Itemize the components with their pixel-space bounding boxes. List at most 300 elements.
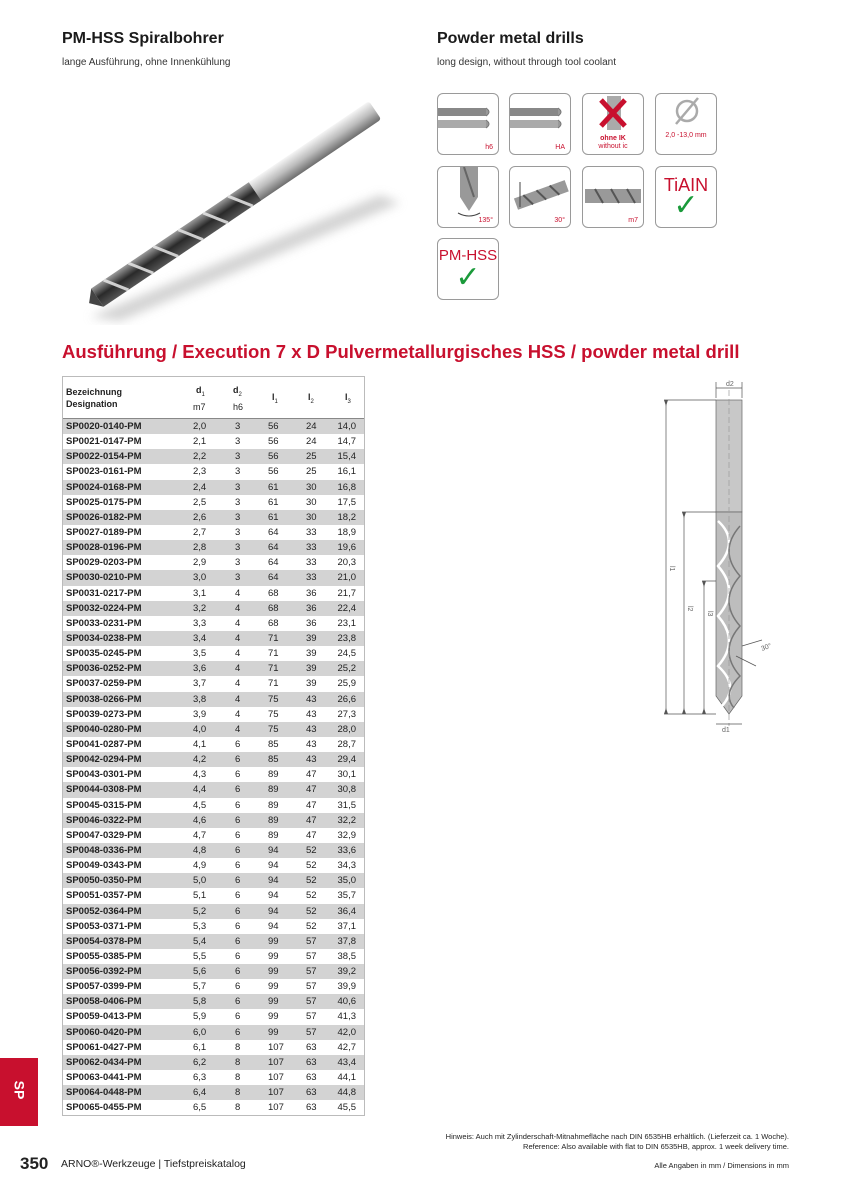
cell-l3: 39,2: [337, 966, 356, 978]
cell-l3: 29,4: [337, 754, 356, 766]
table-body: [63, 419, 364, 1115]
label-d2: d2: [726, 381, 734, 388]
cell-designation: SP0059-0413-PM: [66, 1011, 142, 1023]
table-header: [63, 377, 364, 419]
cell-designation: SP0024-0168-PM: [66, 481, 142, 493]
cell-l3: 28,7: [337, 738, 356, 750]
cell-l1: 107: [268, 1041, 284, 1053]
cell-l2: 33: [306, 557, 317, 569]
table-row: [63, 1100, 364, 1115]
cell-l3: 35,7: [337, 890, 356, 902]
cell-d2: 3: [235, 526, 241, 538]
cell-l1: 64: [268, 542, 279, 554]
cell-l1: 75: [268, 723, 279, 735]
cell-d2: 6: [235, 996, 241, 1008]
cell-d2: 6: [235, 1026, 241, 1038]
table-row: [63, 798, 364, 813]
cell-l3: 32,9: [337, 829, 356, 841]
cell-designation: SP0060-0420-PM: [66, 1026, 142, 1038]
technical-drawing: [652, 376, 782, 736]
table-row: [63, 964, 364, 979]
cell-l1: 107: [268, 1102, 284, 1114]
cell-d1: 3,0: [193, 572, 207, 584]
cell-d1: 4,5: [193, 799, 207, 811]
cell-d2: 8: [235, 1072, 241, 1084]
cell-d2: 4: [235, 632, 241, 644]
cell-l3: 30,8: [337, 784, 356, 796]
cell-designation: SP0051-0357-PM: [66, 890, 142, 902]
cell-d2: 6: [235, 966, 241, 978]
cell-l3: 30,1: [337, 769, 356, 781]
cell-l3: 28,0: [337, 723, 356, 735]
cell-l1: 99: [268, 935, 279, 947]
table-row: [63, 782, 364, 797]
cell-l2: 47: [306, 829, 317, 841]
cell-l2: 43: [306, 738, 317, 750]
table-row: [63, 1055, 364, 1070]
cell-l2: 57: [306, 966, 317, 978]
cell-l2: 57: [306, 1011, 317, 1023]
cell-d2: 6: [235, 814, 241, 826]
cell-l1: 99: [268, 1026, 279, 1038]
cell-l1: 75: [268, 708, 279, 720]
cell-l3: 32,2: [337, 814, 356, 826]
cell-l1: 56: [268, 421, 279, 432]
cell-d2: 6: [235, 799, 241, 811]
cell-designation: SP0044-0308-PM: [66, 784, 142, 796]
cell-l1: 64: [268, 572, 279, 584]
cell-d1: 5,3: [193, 920, 207, 932]
cell-designation: SP0037-0259-PM: [66, 678, 142, 690]
cell-l2: 33: [306, 526, 317, 538]
cell-l2: 39: [306, 663, 317, 675]
cell-d1: 3,2: [193, 602, 207, 614]
cell-d2: 6: [235, 769, 241, 781]
cell-l1: 68: [268, 587, 279, 599]
cell-d1: 3,9: [193, 708, 207, 720]
cell-d2: 6: [235, 950, 241, 962]
cell-l3: 16,1: [337, 466, 356, 478]
cell-l1: 89: [268, 799, 279, 811]
cell-d2: 4: [235, 602, 241, 614]
cell-d1: 5,1: [193, 890, 207, 902]
table-row: [63, 495, 364, 510]
cell-l1: 75: [268, 693, 279, 705]
table-row: [63, 601, 364, 616]
cell-d2: 8: [235, 1087, 241, 1099]
table-row: [63, 676, 364, 691]
cell-d2: 6: [235, 860, 241, 872]
table-row: [63, 888, 364, 903]
table-row: [63, 828, 364, 843]
cell-l2: 63: [306, 1087, 317, 1099]
cell-l3: 44,8: [337, 1087, 356, 1099]
cell-l3: 26,6: [337, 693, 356, 705]
cell-l1: 71: [268, 663, 279, 675]
cell-d1: 4,0: [193, 723, 207, 735]
cell-l3: 23,8: [337, 632, 356, 644]
cell-designation: SP0034-0238-PM: [66, 632, 142, 644]
table-row: [63, 419, 364, 434]
cell-l2: 43: [306, 754, 317, 766]
cell-designation: SP0047-0329-PM: [66, 829, 142, 841]
cell-l2: 25: [306, 466, 317, 478]
cell-designation: SP0052-0364-PM: [66, 905, 142, 917]
cell-l1: 94: [268, 890, 279, 902]
table-row: [63, 555, 364, 570]
cell-l2: 52: [306, 905, 317, 917]
cell-d1: 6,5: [193, 1102, 207, 1114]
table-row: [63, 646, 364, 661]
cell-l1: 89: [268, 814, 279, 826]
cell-designation: SP0031-0217-PM: [66, 587, 142, 599]
cell-d2: 8: [235, 1056, 241, 1068]
cell-l3: 44,1: [337, 1072, 356, 1084]
cell-l1: 71: [268, 632, 279, 644]
table-row: [63, 586, 364, 601]
cell-l2: 57: [306, 935, 317, 947]
table-row: [63, 934, 364, 949]
cell-l3: 43,4: [337, 1056, 356, 1068]
cell-l3: 23,1: [337, 617, 356, 629]
cell-d1: 5,9: [193, 1011, 207, 1023]
cell-l3: 41,3: [337, 1011, 356, 1023]
header-d1: $d_1$ m7: [193, 385, 206, 412]
helix-angle-icon: 30°: [509, 166, 571, 228]
header-l2: $l_2$: [308, 392, 314, 405]
cell-l2: 63: [306, 1056, 317, 1068]
cell-l3: 17,5: [337, 496, 356, 508]
cell-d1: 2,9: [193, 557, 207, 569]
subtitle-en: long design, without through tool coolant: [437, 57, 617, 68]
table-row: [63, 480, 364, 495]
cell-l1: 85: [268, 754, 279, 766]
table-row: [63, 540, 364, 555]
cell-d1: 3,3: [193, 617, 207, 629]
table-row: [63, 1085, 364, 1100]
cell-l3: 38,5: [337, 950, 356, 962]
cell-l2: 63: [306, 1102, 317, 1114]
cell-d1: 5,7: [193, 981, 207, 993]
cell-designation: SP0020-0140-PM: [66, 421, 142, 432]
material-pm-hss-icon: PM-HSS ✓: [437, 238, 499, 300]
cell-designation: SP0062-0434-PM: [66, 1056, 142, 1068]
cell-l3: 35,0: [337, 875, 356, 887]
cell-l3: 16,8: [337, 481, 356, 493]
header-d2: $d_2$ h6: [233, 385, 244, 412]
cell-l1: 99: [268, 996, 279, 1008]
cell-d1: 4,9: [193, 860, 207, 872]
cell-designation: SP0054-0378-PM: [66, 935, 142, 947]
cell-l1: 99: [268, 981, 279, 993]
cell-d2: 3: [235, 557, 241, 569]
cell-designation: SP0045-0315-PM: [66, 799, 142, 811]
table-row: [63, 1009, 364, 1024]
table-row: [63, 1040, 364, 1055]
cell-l2: 47: [306, 784, 317, 796]
cell-d2: 6: [235, 905, 241, 917]
cell-d2: 4: [235, 587, 241, 599]
cell-l3: 22,4: [337, 602, 356, 614]
cell-l2: 52: [306, 844, 317, 856]
cell-d1: 6,1: [193, 1041, 207, 1053]
table-row: [63, 813, 364, 828]
cell-l1: 94: [268, 905, 279, 917]
cell-l3: 18,9: [337, 526, 356, 538]
cell-d1: 4,3: [193, 769, 207, 781]
cell-d2: 6: [235, 738, 241, 750]
label-d1: d1: [722, 727, 730, 734]
cell-l3: 42,7: [337, 1041, 356, 1053]
cell-l1: 85: [268, 738, 279, 750]
table-row: [63, 858, 364, 873]
table-row: [63, 994, 364, 1009]
cell-d1: 2,3: [193, 466, 207, 478]
cell-l1: 64: [268, 557, 279, 569]
cell-l2: 30: [306, 496, 317, 508]
cell-designation: SP0048-0336-PM: [66, 844, 142, 856]
check-icon: ✓: [455, 261, 481, 294]
cell-l1: 99: [268, 1011, 279, 1023]
cell-l1: 89: [268, 769, 279, 781]
drill-product-image: [60, 85, 420, 325]
cell-l1: 61: [268, 496, 279, 508]
cell-designation: SP0057-0399-PM: [66, 981, 142, 993]
cell-designation: SP0064-0448-PM: [66, 1087, 142, 1099]
table-row: [63, 434, 364, 449]
cell-l1: 107: [268, 1072, 284, 1084]
cell-l1: 99: [268, 966, 279, 978]
cell-l3: 25,2: [337, 663, 356, 675]
table-row: [63, 722, 364, 737]
title-en: Powder metal drills: [437, 30, 584, 47]
shank-h6-icon: h6: [437, 93, 499, 155]
cell-l2: 47: [306, 799, 317, 811]
cell-l2: 30: [306, 481, 317, 493]
cell-d2: 3: [235, 436, 241, 448]
table-row: [63, 979, 364, 994]
footnote: Hinweis: Auch mit Zylinderschaft-Mitnahmefläche nach DIN 6535HB erhältlich. (Lieferzeit ca. 1 Woche). Reference: Also available with flat to DIN 6535HB, approx. 1 week delivery time.: [445, 1132, 789, 1151]
cell-l3: 36,4: [337, 905, 356, 917]
cell-l3: 24,5: [337, 648, 356, 660]
cell-l1: 107: [268, 1087, 284, 1099]
cell-designation: SP0023-0161-PM: [66, 466, 142, 478]
section-tab-sp: SP: [0, 1058, 38, 1126]
table-row: [63, 873, 364, 888]
cell-designation: SP0043-0301-PM: [66, 769, 142, 781]
table-row: [63, 570, 364, 585]
cell-l2: 57: [306, 981, 317, 993]
header-designation: Bezeichnung Designation: [66, 387, 123, 409]
cell-l3: 27,3: [337, 708, 356, 720]
label-l3: l3: [706, 611, 713, 617]
cell-l1: 71: [268, 648, 279, 660]
cell-l3: 14,7: [337, 436, 356, 448]
cell-l1: 94: [268, 920, 279, 932]
header-l1: $l_1$: [272, 392, 278, 405]
cell-d1: 2,2: [193, 451, 207, 463]
table-row: [63, 919, 364, 934]
cell-d1: 5,6: [193, 966, 207, 978]
cell-designation: SP0021-0147-PM: [66, 436, 142, 448]
cell-l1: 56: [268, 451, 279, 463]
label-l1: l1: [668, 566, 675, 572]
table-row: [63, 661, 364, 676]
cell-l3: 37,1: [337, 920, 356, 932]
cell-l2: 43: [306, 693, 317, 705]
check-icon: ✓: [673, 189, 699, 222]
cell-d2: 6: [235, 875, 241, 887]
table-row: [63, 949, 364, 964]
cell-d2: 3: [235, 572, 241, 584]
cell-d2: 8: [235, 1041, 241, 1053]
cell-l3: 14,0: [337, 421, 356, 432]
cell-designation: SP0027-0189-PM: [66, 526, 142, 538]
cell-designation: SP0029-0203-PM: [66, 557, 142, 569]
cell-designation: SP0049-0343-PM: [66, 860, 142, 872]
cell-designation: SP0053-0371-PM: [66, 920, 142, 932]
catalog-name: ARNO®-Werkzeuge | Tiefstpreiskatalog: [61, 1158, 246, 1170]
cell-designation: SP0032-0224-PM: [66, 602, 142, 614]
cell-d1: 6,4: [193, 1087, 207, 1099]
cell-d1: 5,2: [193, 905, 207, 917]
cell-l3: 40,6: [337, 996, 356, 1008]
cell-d2: 3: [235, 466, 241, 478]
cell-d2: 6: [235, 981, 241, 993]
cell-l2: 24: [306, 436, 317, 448]
cell-d2: 3: [235, 542, 241, 554]
cell-designation: SP0063-0441-PM: [66, 1072, 142, 1084]
cell-l2: 36: [306, 587, 317, 599]
cell-l3: 18,2: [337, 511, 356, 523]
cell-d1: 3,1: [193, 587, 207, 599]
shank-ha-icon: HA: [509, 93, 571, 155]
cell-l3: 42,0: [337, 1026, 356, 1038]
cell-l2: 57: [306, 950, 317, 962]
cell-l3: 39,9: [337, 981, 356, 993]
tolerance-m7-icon: m7: [582, 166, 644, 228]
cell-l2: 33: [306, 572, 317, 584]
cell-d2: 4: [235, 617, 241, 629]
cell-l2: 25: [306, 451, 317, 463]
cell-d2: 8: [235, 1102, 241, 1114]
cell-d1: 3,5: [193, 648, 207, 660]
cell-d2: 6: [235, 829, 241, 841]
table-row: [63, 752, 364, 767]
table-row: [63, 737, 364, 752]
cell-l2: 63: [306, 1072, 317, 1084]
product-table: [62, 376, 365, 1116]
cell-l2: 47: [306, 769, 317, 781]
cell-d2: 6: [235, 754, 241, 766]
cell-d2: 3: [235, 451, 241, 463]
cell-l3: 31,5: [337, 799, 356, 811]
cell-l3: 21,0: [337, 572, 356, 584]
label-l2: l2: [686, 606, 693, 612]
table-row: [63, 510, 364, 525]
cell-d1: 2,5: [193, 496, 207, 508]
cell-l2: 57: [306, 996, 317, 1008]
cell-l2: 52: [306, 875, 317, 887]
cell-l1: 71: [268, 678, 279, 690]
cell-l3: 34,3: [337, 860, 356, 872]
cell-d1: 2,8: [193, 542, 207, 554]
page-number: 350: [20, 1154, 49, 1173]
cell-l1: 99: [268, 950, 279, 962]
cell-designation: SP0046-0322-PM: [66, 814, 142, 826]
cell-d2: 3: [235, 511, 241, 523]
cell-d2: 3: [235, 496, 241, 508]
cell-l1: 94: [268, 860, 279, 872]
cell-d2: 4: [235, 708, 241, 720]
cell-l1: 61: [268, 511, 279, 523]
cell-d1: 4,4: [193, 784, 207, 796]
cell-designation: SP0050-0350-PM: [66, 875, 142, 887]
cell-l2: 63: [306, 1041, 317, 1053]
cell-l1: 61: [268, 481, 279, 493]
cell-designation: SP0039-0273-PM: [66, 708, 142, 720]
cell-d2: 4: [235, 693, 241, 705]
cell-d2: 3: [235, 421, 241, 432]
cell-l2: 39: [306, 648, 317, 660]
cell-d2: 3: [235, 481, 241, 493]
table-row: [63, 767, 364, 782]
table-row: [63, 692, 364, 707]
cell-designation: SP0042-0294-PM: [66, 754, 142, 766]
cell-d2: 6: [235, 1011, 241, 1023]
cell-designation: SP0056-0392-PM: [66, 966, 142, 978]
cell-designation: SP0025-0175-PM: [66, 496, 142, 508]
diameter-range-icon: 2,0 -13,0 mm: [655, 93, 717, 155]
cell-designation: SP0055-0385-PM: [66, 950, 142, 962]
cell-l2: 52: [306, 890, 317, 902]
cell-l3: 15,4: [337, 451, 356, 463]
table-row: [63, 631, 364, 646]
cell-l1: 68: [268, 602, 279, 614]
table-row: [63, 1025, 364, 1040]
cell-d2: 6: [235, 890, 241, 902]
cell-l2: 43: [306, 708, 317, 720]
cell-designation: SP0061-0427-PM: [66, 1041, 142, 1053]
cell-designation: SP0030-0210-PM: [66, 572, 142, 584]
cell-l2: 36: [306, 602, 317, 614]
cell-d1: 3,4: [193, 632, 207, 644]
cell-l2: 30: [306, 511, 317, 523]
cell-designation: SP0022-0154-PM: [66, 451, 142, 463]
cell-l3: 45,5: [337, 1102, 356, 1114]
cell-d1: 6,3: [193, 1072, 207, 1084]
cell-d1: 6,0: [193, 1026, 207, 1038]
cell-d1: 4,7: [193, 829, 207, 841]
label-angle: 30°: [760, 642, 773, 653]
cell-designation: SP0033-0231-PM: [66, 617, 142, 629]
cell-l1: 64: [268, 526, 279, 538]
table-row: [63, 904, 364, 919]
table-row: [63, 464, 364, 479]
cell-l2: 57: [306, 1026, 317, 1038]
cell-l1: 56: [268, 436, 279, 448]
table-row: [63, 1070, 364, 1085]
cell-d2: 6: [235, 784, 241, 796]
cell-d1: 4,2: [193, 754, 207, 766]
title-de: PM-HSS Spiralbohrer: [62, 30, 224, 47]
cell-l2: 24: [306, 421, 317, 432]
cell-d1: 3,6: [193, 663, 207, 675]
table-row: [63, 449, 364, 464]
subtitle-de: lange Ausführung, ohne Innenkühlung: [62, 57, 231, 68]
cell-l2: 52: [306, 860, 317, 872]
cell-designation: SP0065-0455-PM: [66, 1102, 142, 1114]
